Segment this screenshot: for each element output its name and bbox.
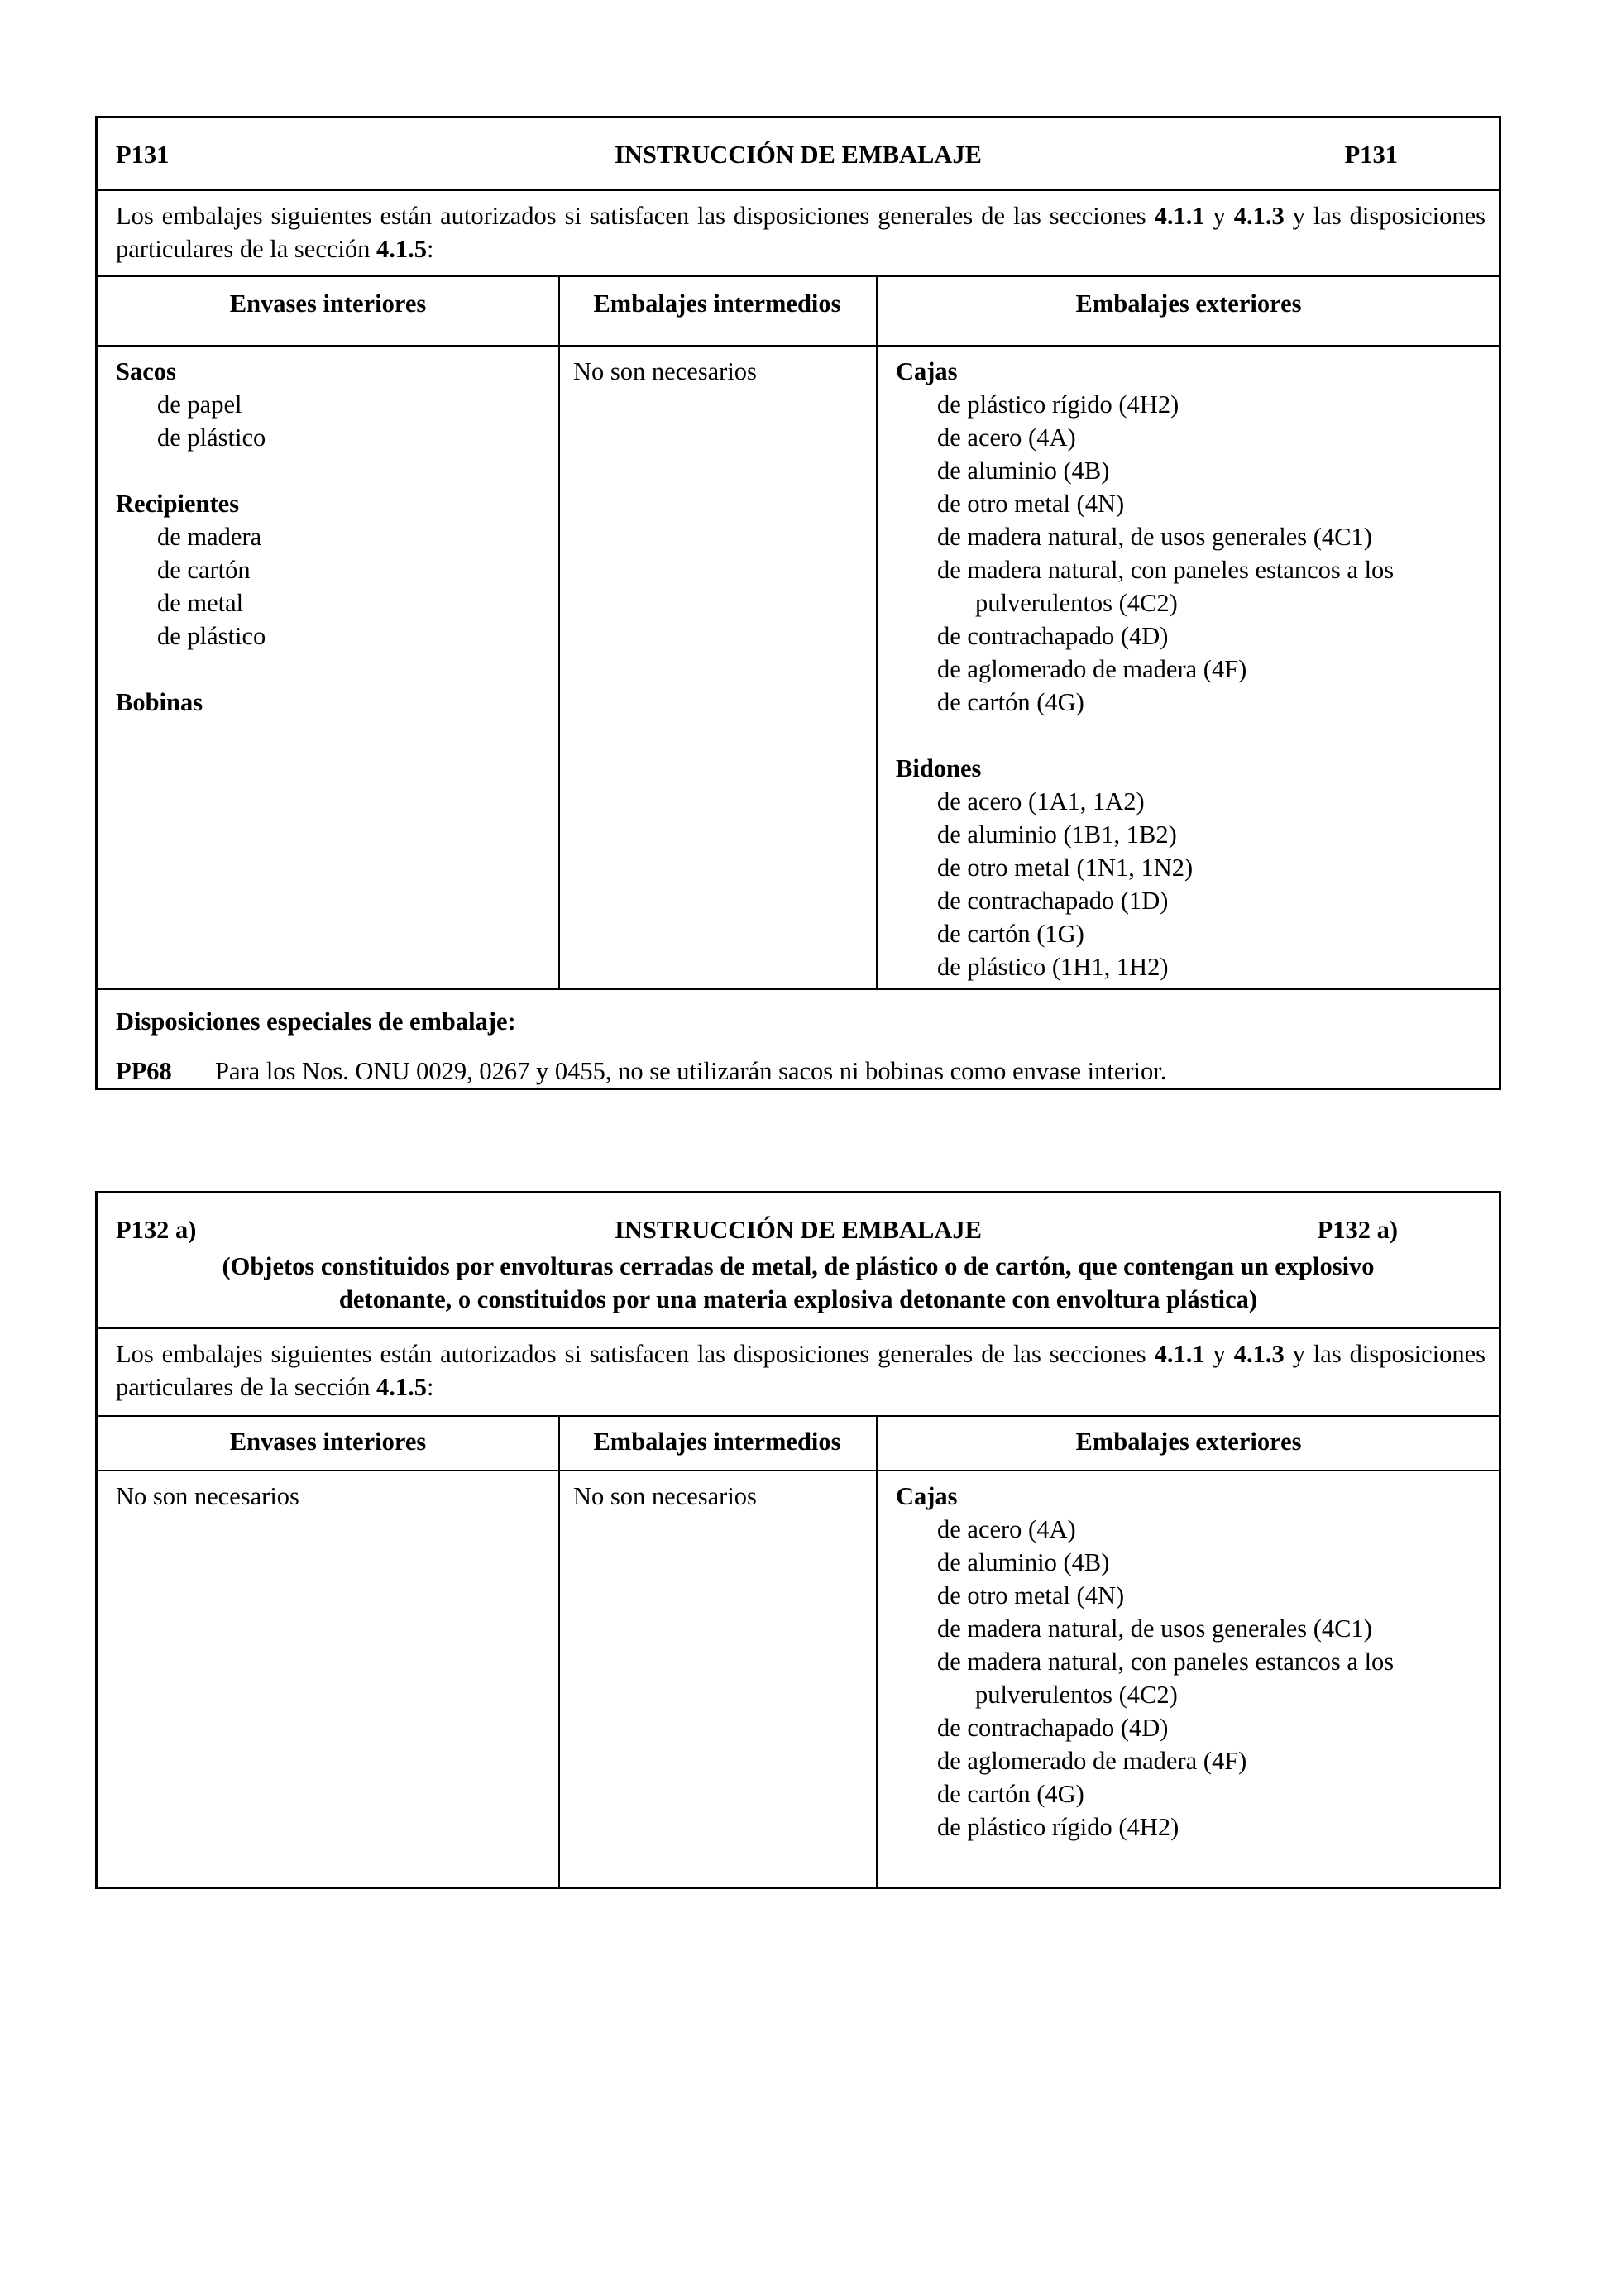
instruction-code-left: P132 a): [116, 1216, 197, 1244]
divider: [98, 1415, 1499, 1417]
list-item: de plástico rígido (4H2): [937, 390, 1179, 419]
provision-code: PP68: [116, 1057, 172, 1085]
list-item: de acero (1A1, 1A2): [937, 787, 1145, 816]
column-divider: [558, 275, 560, 988]
packing-instruction-p132a: [95, 1191, 1501, 1889]
list-item: de cartón (4G): [937, 688, 1084, 716]
group-heading: Sacos: [116, 357, 176, 385]
column-divider: [876, 275, 878, 988]
list-item: pulverulentos (4C2): [975, 1681, 1178, 1709]
column-header-outer: Embalajes exteriores: [1075, 289, 1302, 318]
list-item: de plástico (1H1, 1H2): [937, 953, 1169, 981]
group-heading: Recipientes: [116, 490, 240, 518]
list-item: de aglomerado de madera (4F): [937, 655, 1247, 683]
group-heading: Bidones: [896, 754, 982, 782]
group-heading: Bobinas: [116, 688, 203, 716]
cell-text: No son necesarios: [573, 357, 757, 385]
column-header-outer: Embalajes exteriores: [1075, 1428, 1302, 1456]
divider: [98, 189, 1499, 191]
inner-packagings-cell: [116, 1480, 299, 1513]
list-item: de madera natural, de usos generales (4C1): [937, 1614, 1372, 1643]
divider: [98, 275, 1499, 277]
intro-text: y: [1204, 1340, 1234, 1368]
list-item: de madera natural, con paneles estancos a los: [937, 1648, 1395, 1676]
list-item: de cartón (4G): [937, 1780, 1084, 1808]
list-item: de contrachapado (4D): [937, 622, 1169, 650]
list-item: de contrachapado (4D): [937, 1714, 1169, 1742]
list-item: de acero (4A): [937, 423, 1076, 452]
intermediate-packagings-cell: [573, 355, 757, 388]
instruction-code-right: P132 a): [1317, 1216, 1398, 1244]
section-ref: 4.1.3: [1233, 1340, 1285, 1368]
divider: [98, 988, 1499, 990]
intro-paragraph: [116, 199, 1486, 265]
list-item: de plástico rígido (4H2): [937, 1813, 1179, 1841]
group-heading: Cajas: [896, 1482, 958, 1510]
packing-instruction-p131: [95, 116, 1501, 1090]
intermediate-packagings-cell: [573, 1480, 757, 1513]
intro-text: y: [1204, 202, 1234, 230]
section-ref: 4.1.5: [376, 1373, 428, 1401]
list-item: de otro metal (1N1, 1N2): [937, 854, 1194, 882]
instruction-header: [116, 1213, 1481, 1246]
special-provisions-heading: Disposiciones especiales de embalaje:: [116, 1007, 516, 1036]
section-ref: 4.1.5: [376, 235, 428, 263]
list-item: de papel: [157, 390, 242, 419]
group-heading: Cajas: [896, 357, 958, 385]
list-item: de aluminio (4B): [937, 1548, 1110, 1576]
instruction-title: INSTRUCCIÓN DE EMBALAJE: [614, 1216, 982, 1244]
list-item: de otro metal (4N): [937, 1581, 1125, 1610]
instruction-header: [116, 138, 1481, 171]
section-ref: 4.1.1: [1154, 1340, 1205, 1368]
instruction-subtitle-line: (Objetos constituidos por envolturas cerradas de metal, de plástico o de cartón, que contengan un explosivo: [222, 1252, 1375, 1280]
column-divider: [876, 1415, 878, 1889]
list-item: pulverulentos (4C2): [975, 589, 1178, 617]
list-item: de otro metal (4N): [937, 490, 1125, 518]
list-item: de aglomerado de madera (4F): [937, 1747, 1247, 1775]
column-header-intermediate: Embalajes intermedios: [593, 289, 841, 318]
list-item: de cartón: [157, 556, 251, 584]
section-ref: 4.1.1: [1154, 202, 1205, 230]
list-item: de madera: [157, 523, 262, 551]
column-header-inner: Envases interiores: [229, 1428, 427, 1456]
divider: [98, 1327, 1499, 1329]
list-item: de cartón (1G): [937, 920, 1084, 948]
section-ref: 4.1.3: [1233, 202, 1285, 230]
intro-paragraph: [116, 1337, 1486, 1404]
list-item: de madera natural, de usos generales (4C1): [937, 523, 1372, 551]
inner-packagings-cell: [116, 355, 266, 719]
list-item: de acero (4A): [937, 1515, 1076, 1543]
intro-text: :: [427, 1373, 434, 1401]
intro-text: y las disposiciones particulares de la sección: [116, 202, 1486, 263]
list-item: de madera natural, con paneles estancos a los: [937, 556, 1395, 584]
divider: [98, 345, 1499, 347]
column-header-intermediate: Embalajes intermedios: [593, 1428, 841, 1456]
list-item: de aluminio (1B1, 1B2): [937, 820, 1177, 849]
list-item: de contrachapado (1D): [937, 887, 1169, 915]
cell-text: No son necesarios: [573, 1482, 757, 1510]
instruction-subtitle-line: detonante, o constituidos por una materia explosiva detonante con envoltura plástica): [338, 1285, 1258, 1313]
instruction-title: INSTRUCCIÓN DE EMBALAJE: [614, 141, 982, 169]
list-item: de plástico: [157, 423, 266, 452]
instruction-code-left: P131: [116, 141, 170, 169]
intro-text: Los embalajes siguientes están autorizados si satisfacen las disposiciones generales de las secciones: [116, 202, 1155, 230]
cell-text: No son necesarios: [116, 1482, 299, 1510]
outer-packagings-cell: [896, 1480, 1394, 1844]
outer-packagings-cell: [896, 355, 1394, 983]
intro-text: Los embalajes siguientes están autorizados si satisfacen las disposiciones generales de las secciones: [116, 1340, 1155, 1368]
provision-text: Para los Nos. ONU 0029, 0267 y 0455, no se utilizarán sacos ni bobinas como envase interior.: [215, 1057, 1167, 1085]
special-provision-row: [116, 1055, 1166, 1088]
divider: [98, 1470, 1499, 1471]
instruction-code-right: P131: [1344, 141, 1398, 169]
list-item: de metal: [157, 589, 244, 617]
column-divider: [558, 1415, 560, 1889]
column-header-inner: Envases interiores: [229, 289, 427, 318]
intro-text: y las disposiciones particulares de la sección: [116, 1340, 1486, 1401]
list-item: de plástico: [157, 622, 266, 650]
intro-text: :: [427, 235, 434, 263]
list-item: de aluminio (4B): [937, 457, 1110, 485]
